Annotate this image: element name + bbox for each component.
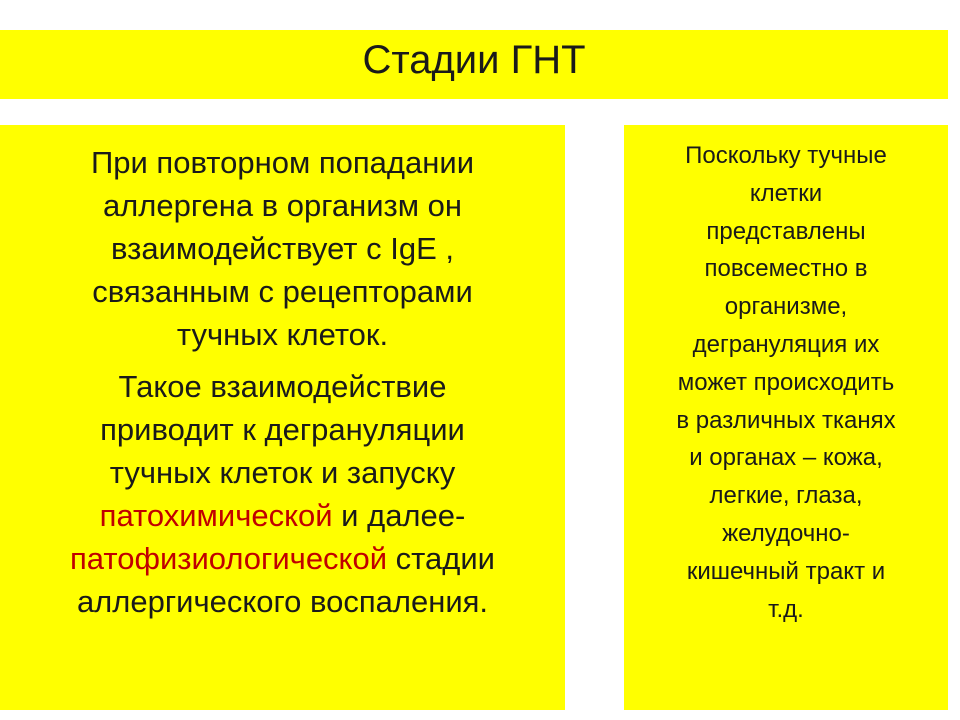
left-line: аллергического воспаления. <box>76 584 489 619</box>
left-line-rest: и далее- <box>332 498 466 533</box>
slide-title: Стадии ГНТ <box>362 37 586 82</box>
right-line: и органах – кожа, <box>689 444 883 472</box>
left-line-rest: стадии <box>387 541 495 576</box>
right-paragraph <box>624 137 948 628</box>
title-banner <box>0 30 948 99</box>
right-line: может происходить <box>677 368 895 396</box>
left-line: тучных клеток. <box>176 317 389 352</box>
right-line: представлены <box>706 217 866 245</box>
left-paragraph-2 <box>0 365 565 623</box>
right-line: легкие, глаза, <box>709 482 863 510</box>
right-line: кишечный тракт и <box>686 557 886 585</box>
left-line: При повторном попадании <box>90 145 475 180</box>
highlight-term-pathophysiological: патофизиологической <box>70 541 388 576</box>
left-line: связанным с рецепторами <box>92 274 473 309</box>
right-line: организме, <box>724 293 848 321</box>
right-line: в различных тканях <box>676 406 896 434</box>
right-line: повсеместно в <box>704 255 868 283</box>
right-line: желудочно- <box>722 519 850 547</box>
left-line: Такое взаимодействие <box>118 369 447 404</box>
left-line: тучных клеток и запуску <box>109 455 456 490</box>
highlight-term-pathochemical: патохимической <box>99 498 333 533</box>
left-panel <box>0 125 565 710</box>
right-line: дегрануляция их <box>692 330 880 358</box>
left-line: аллергена в организм он <box>102 188 463 223</box>
left-line: приводит к дегрануляции <box>100 412 465 447</box>
right-line: т.д. <box>768 595 804 623</box>
right-line: Поскольку тучные <box>685 142 887 169</box>
right-line: клетки <box>749 179 823 207</box>
left-line: взаимодействует с IgE , <box>111 231 454 266</box>
left-paragraph-1 <box>0 141 565 356</box>
right-panel <box>624 125 948 710</box>
